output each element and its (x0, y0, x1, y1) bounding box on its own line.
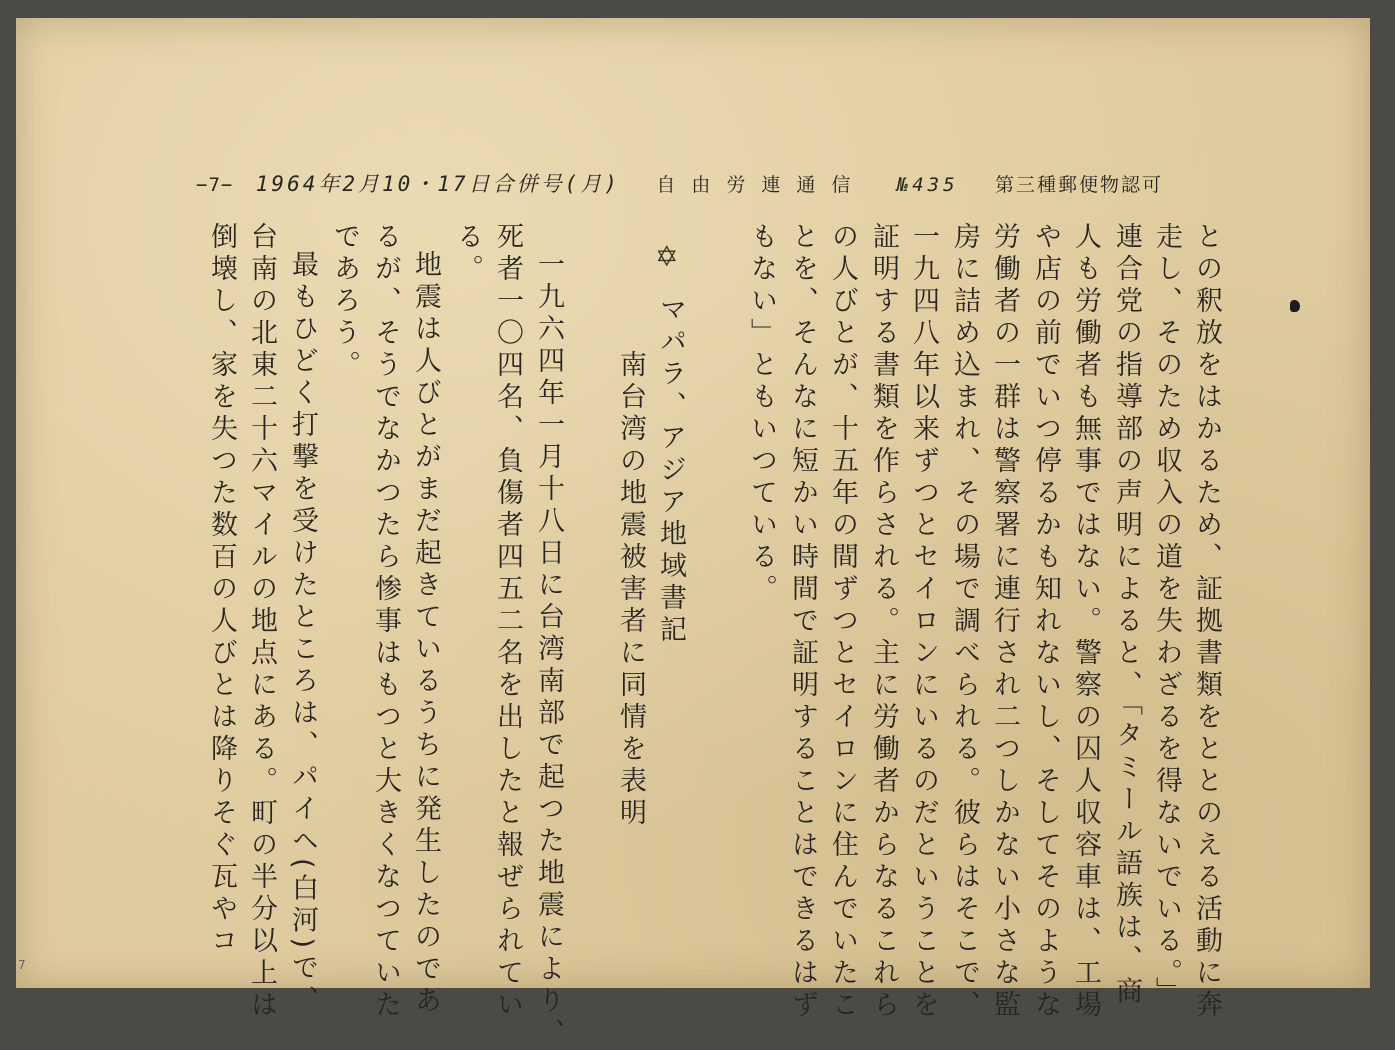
text-column: 死者一〇四名、負傷者四五二名を出したと報ぜられてい (492, 222, 523, 1022)
text-column: の人びとが、十五年の間ずつとセイロンに住んでいたこ (827, 222, 858, 1022)
publication-title: 自由労連通信 (656, 174, 867, 196)
text-column: 最もひどく打撃を受けたところは、パイヘ(白河)で、 (287, 250, 318, 1018)
text-column: もない」ともいつている。 (746, 222, 777, 606)
text-column: や店の前でいつ停るかも知れないし、そしてそのような (1030, 222, 1061, 1022)
text-column: との釈放をはかるため、証拠書類をととのえる活動に奔 (1191, 222, 1222, 1022)
text-column: 地震は人びとがまだ起きているうちに発生したのであ (410, 250, 441, 1018)
paper-hole (1290, 300, 1300, 312)
text-column: であろう。 (329, 222, 360, 382)
issue-number: №435 (896, 174, 959, 196)
text-column: 労働者の一群は警察署に連行され二つしかない小さな監 (989, 222, 1020, 1022)
text-column: 倒壊し、家を失つた数百の人びとは降りそぐ瓦やコ (206, 222, 237, 958)
text-column: とを、そんなに短かい時間で証明することはできるはず (787, 222, 818, 1022)
page-number: −7− (196, 174, 234, 196)
star-of-david-icon: ✡ (655, 240, 679, 273)
page-header (196, 168, 1173, 198)
section-heading: マパラ、アジア地域書記 (655, 295, 686, 647)
postal-permit: 第三種郵便物認可 (995, 174, 1164, 196)
text-column: 走し、そのため収入の道を失わざるを得ないでいる。」 (1151, 222, 1182, 1009)
section-subheading: 南台湾の地震被害者に同情を表明 (615, 350, 646, 830)
issue-date: 1964年2月10・17日合併号(月) (255, 172, 620, 196)
text-column: る。 (452, 222, 483, 286)
text-column: 台南の北東二十六マイルの地点にある。町の半分以上は (246, 222, 277, 1022)
text-column: 房に詰め込まれ、その場で調べられる。彼らはそこで、 (949, 222, 980, 1022)
text-column: 一九四八年以来ずつとセイロンにいるのだということを (908, 222, 939, 1022)
page-mark: 7 (18, 958, 26, 972)
text-column: 連合党の指導部の声明によると、「タミール語族は、商 (1111, 222, 1142, 1009)
text-column: るが、そうでなかつたら惨事はもつと大きくなつていた (370, 222, 401, 1022)
text-column: 証明する書類を作らされる。主に労働者からなるこれら (868, 222, 899, 1022)
text-column: 一九六四年一月十八日に台湾南部で起つた地震により、 (533, 250, 564, 1050)
text-column: 人も労働者も無事ではない。警察の囚人収容車は、工場 (1070, 222, 1101, 1022)
